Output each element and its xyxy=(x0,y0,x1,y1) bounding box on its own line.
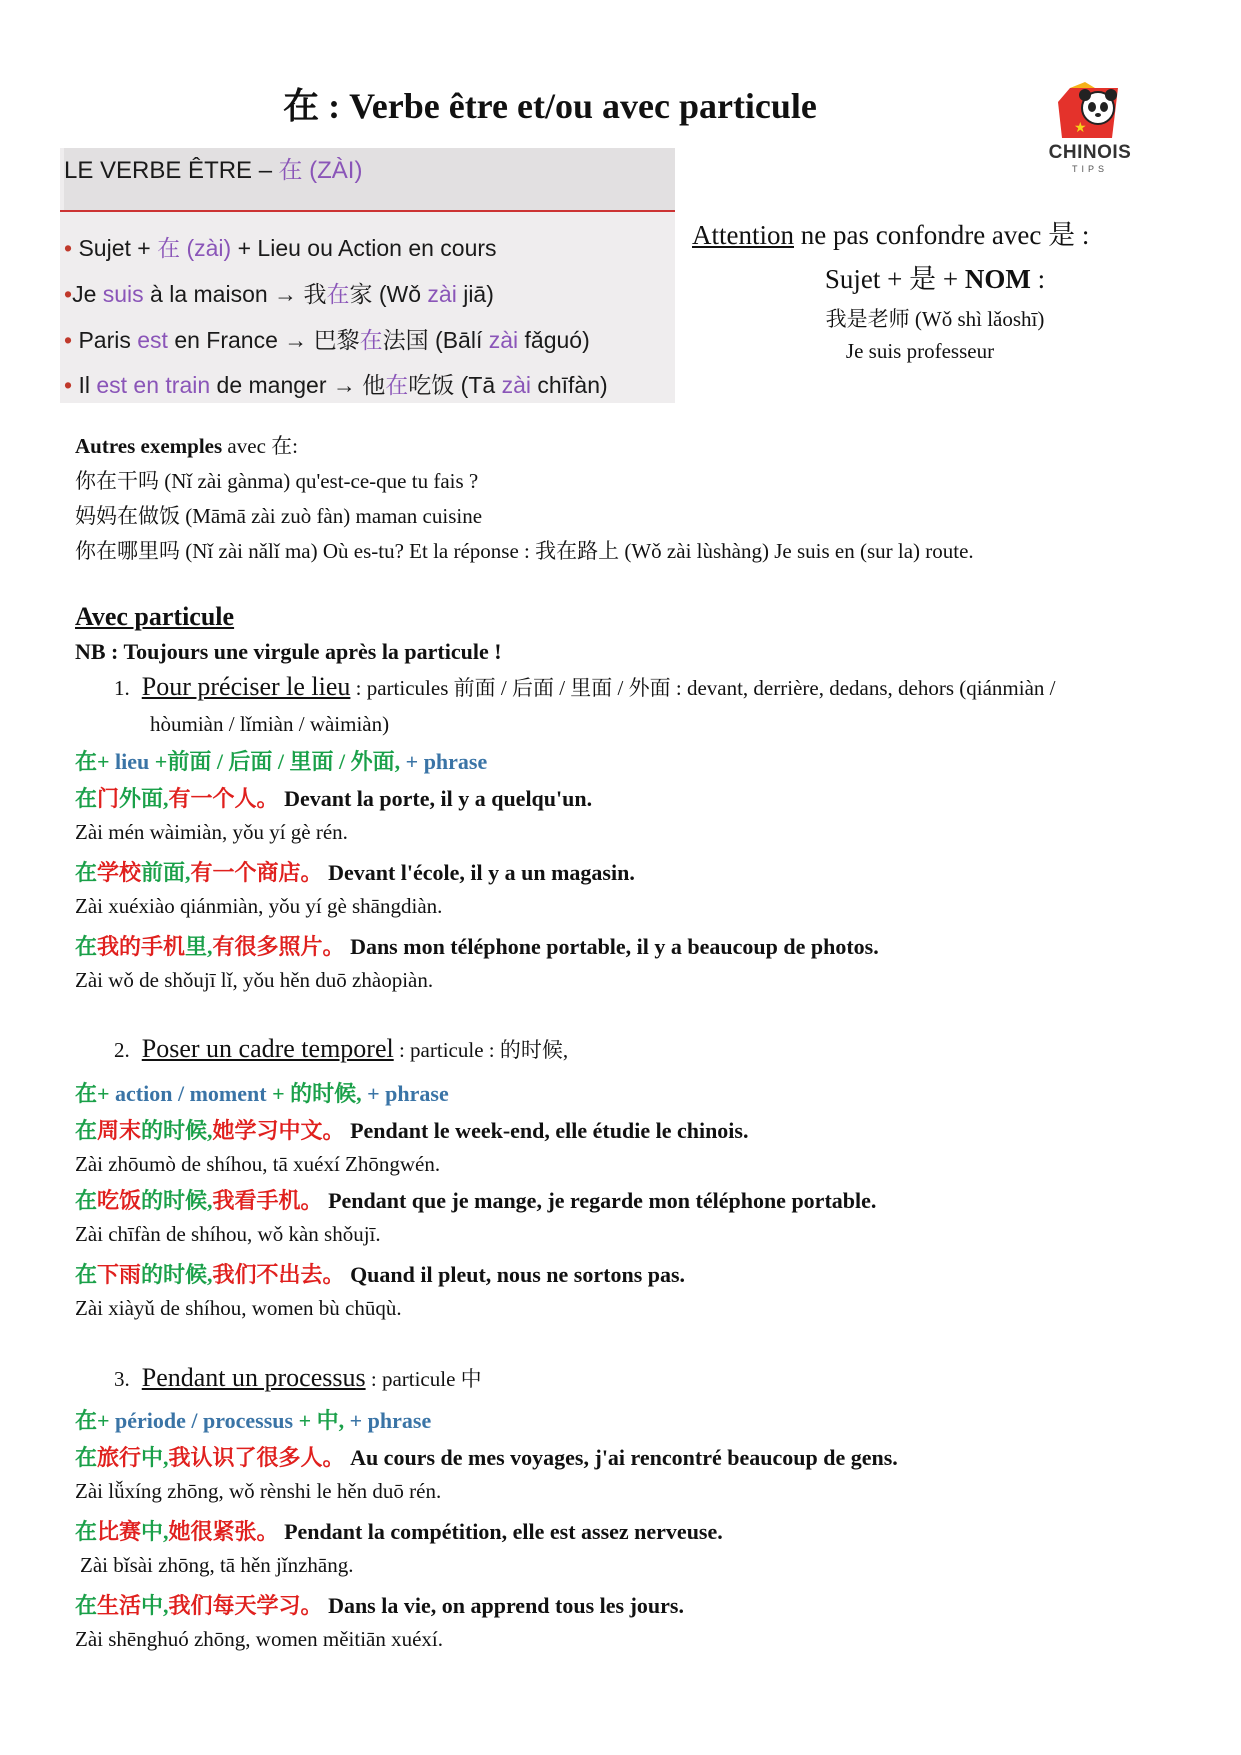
shi-example: 我是老师 (Wǒ shì lǎoshī) xyxy=(825,307,1045,331)
example-sentence xyxy=(75,782,592,813)
subsection-number: 3. xyxy=(114,1367,130,1391)
slide-text: Je xyxy=(72,281,97,307)
slide-text: en France → 巴黎 xyxy=(174,327,360,353)
formula-part: lieu xyxy=(115,749,150,774)
shi-formula xyxy=(700,257,1170,296)
other-examples-label xyxy=(75,430,298,460)
formula-1 xyxy=(75,745,487,776)
zh-red: 我的手机 xyxy=(97,934,186,959)
zh-green: 中, xyxy=(141,1445,169,1470)
formula-part: action / moment xyxy=(115,1081,267,1106)
slide-highlight: 在 xyxy=(359,327,383,353)
formula-part: +前面 / 后面 / 里面 / 外面, xyxy=(154,749,401,774)
formula-nom: NOM xyxy=(964,264,1031,294)
slide-highlight: zài xyxy=(501,372,531,398)
formula-part: + phrase xyxy=(367,1081,449,1106)
pinyin-line: Zài shēnghuó zhōng, women měitiān xuéxí. xyxy=(75,1627,444,1651)
svg-text:★: ★ xyxy=(1074,120,1087,136)
zh-red: 我们不出去。 xyxy=(212,1262,345,1287)
zh-green: 在 xyxy=(75,786,98,811)
slide-text: + Lieu ou Action en cours xyxy=(237,235,497,261)
formula-text: Sujet + 是 + xyxy=(824,264,959,294)
zh-green: 前面, xyxy=(141,860,191,885)
slide-line-1 xyxy=(64,230,497,263)
bullet-icon: • xyxy=(64,281,73,307)
example-sentence xyxy=(75,1114,748,1145)
attention-word: Attention xyxy=(692,220,794,250)
subsection-desc: : particule 中 xyxy=(370,1367,482,1391)
zh-green: 的时候, xyxy=(141,1262,213,1287)
zh-red: 比赛 xyxy=(97,1519,142,1544)
slide-highlight: est xyxy=(137,327,168,353)
zh-green: 在 xyxy=(75,1593,98,1618)
slide-highlight: 在 (zài) xyxy=(157,235,232,261)
chinois-tips-logo xyxy=(1040,80,1140,175)
section-title: Avec particule xyxy=(75,602,235,631)
example-sentence xyxy=(75,856,635,887)
slide-line-4 xyxy=(64,367,608,400)
zh-green: 在 xyxy=(75,1188,98,1213)
slide-text: 法国 (Bālí xyxy=(382,327,483,353)
pinyin-line: Zài lǚxíng zhōng, wǒ rènshi le hěn duō rén. xyxy=(75,1479,442,1503)
slide-text: 家 (Wǒ xyxy=(349,281,422,307)
pinyin-line: Zài wǒ de shǒujī lǐ, yǒu hěn duō zhàopiàn. xyxy=(75,968,434,992)
example-sentence xyxy=(75,1441,898,1472)
slide-highlight: 在 xyxy=(326,281,350,307)
formula-colon: : xyxy=(1037,264,1046,294)
formula-part: 在+ xyxy=(75,749,110,774)
slide-heading xyxy=(64,148,675,212)
example-sentence xyxy=(75,1258,685,1289)
zh-green: 中, xyxy=(141,1519,169,1544)
logo-wordmark: CHINOIS xyxy=(1048,142,1132,163)
formula-part: 在+ xyxy=(75,1081,110,1106)
zh-red: 旅行 xyxy=(97,1445,142,1470)
slide-text: Paris xyxy=(78,327,131,353)
slide-text: Sujet + xyxy=(78,235,151,261)
slide-text: à la maison → 我 xyxy=(150,281,327,307)
slide-text: de manger → 他 xyxy=(216,372,386,398)
subsection-label: Poser un cadre temporel xyxy=(141,1034,394,1063)
formula-part: + phrase xyxy=(349,1408,432,1433)
slide-highlight: est en train xyxy=(96,372,211,398)
zh-green: 的时候, xyxy=(141,1118,213,1143)
fr-translation: Devant l'école, il y a un magasin. xyxy=(328,860,635,885)
bullet-icon: • xyxy=(64,372,73,398)
fr-translation: Au cours de mes voyages, j'ai rencontré beaucoup de gens. xyxy=(350,1445,898,1470)
zh-red: 有一个商店。 xyxy=(190,860,323,885)
subsection-desc: : particule : 的时候, xyxy=(398,1038,569,1062)
pinyin-line: Zài bǐsài zhōng, tā hěn jǐnzhāng. xyxy=(80,1553,354,1577)
other-example-3: 你在哪里吗 (Nǐ zài nǎlǐ ma) Où es-tu? Et la réponse : 我在路上 (Wǒ zài lùshàng) Je suis en (sur la) route. xyxy=(75,539,974,563)
logo-subtitle: TIPS xyxy=(1071,164,1108,174)
formula-part: période / processus xyxy=(115,1408,294,1433)
formula-3 xyxy=(75,1404,431,1435)
subsection-2-heading xyxy=(114,1034,568,1064)
zh-red: 我们每天学习。 xyxy=(168,1593,323,1618)
pinyin-line: Zài mén wàimiàn, yǒu yí gè rén. xyxy=(75,820,348,844)
slide-highlight: 在 xyxy=(385,372,409,398)
pinyin-line: Zài xiàyǔ de shíhou, women bù chūqù. xyxy=(75,1296,402,1320)
zh-green: 在 xyxy=(75,1519,98,1544)
example-sentence xyxy=(75,1515,723,1546)
zh-green: 在 xyxy=(75,934,98,959)
zh-green: 中, xyxy=(141,1593,169,1618)
subsection-number: 2. xyxy=(114,1038,130,1062)
zh-red: 吃饭 xyxy=(97,1188,142,1213)
zh-red: 她学习中文。 xyxy=(212,1118,345,1143)
formula-part: + phrase xyxy=(405,749,488,774)
fr-translation: Quand il pleut, nous ne sortons pas. xyxy=(350,1262,686,1287)
shi-translation: Je suis professeur xyxy=(845,339,995,363)
other-example-2: 妈妈在做饭 (Māmā zài zuò fàn) maman cuisine xyxy=(75,504,483,528)
example-sentence xyxy=(75,1184,876,1215)
formula-2 xyxy=(75,1077,449,1108)
zh-red: 有一个人。 xyxy=(168,786,279,811)
slide-highlight: zài xyxy=(427,281,457,307)
slide-divider xyxy=(60,210,675,212)
zh-green: 在 xyxy=(75,1445,98,1470)
subsection-desc: : particules 前面 / 后面 / 里面 / 外面 : devant, derrière, dedans, dehors (qiánmiàn / xyxy=(355,676,1056,700)
zh-green: 的时候, xyxy=(141,1188,213,1213)
zh-red: 有很多照片。 xyxy=(212,934,345,959)
fr-translation: Dans mon téléphone portable, il y a beaucoup de photos. xyxy=(350,934,879,959)
zh-green: 在 xyxy=(75,1262,98,1287)
formula-part: + 的时候, xyxy=(272,1081,362,1106)
formula-part: + 中, xyxy=(298,1408,345,1433)
pinyin-line: Zài zhōumò de shíhou, tā xuéxí Zhōngwén. xyxy=(75,1152,441,1176)
zh-green: 外面, xyxy=(119,786,169,811)
fr-translation: Devant la porte, il y a quelqu'un. xyxy=(284,786,593,811)
zh-red: 她很紧张。 xyxy=(168,1519,279,1544)
verb-etre-slide xyxy=(60,148,675,403)
formula-part: 在+ xyxy=(75,1408,110,1433)
nb-note: NB : Toujours une virgule après la particule ! xyxy=(75,639,502,664)
slide-heading-prefix: LE VERBE ÊTRE – xyxy=(64,157,273,184)
label-bold: Autres exemples xyxy=(75,434,223,458)
subsection-3-heading xyxy=(114,1363,482,1393)
subsection-label: Pour préciser le lieu xyxy=(141,672,351,701)
attention-text: ne pas confondre avec 是 : xyxy=(800,220,1090,250)
pinyin-line: Zài xuéxiào qiánmiàn, yǒu yí gè shāngdiàn. xyxy=(75,894,443,918)
slide-highlight: zài xyxy=(488,327,519,353)
zh-red: 学校 xyxy=(97,860,142,885)
zh-red: 我看手机。 xyxy=(212,1188,323,1213)
slide-text: jiā) xyxy=(463,281,494,307)
zh-red: 周末 xyxy=(97,1118,142,1143)
slide-highlight: suis xyxy=(102,281,144,307)
fr-translation: Pendant que je mange, je regarde mon téléphone portable. xyxy=(328,1188,877,1213)
subsection-label: Pendant un processus xyxy=(141,1363,366,1392)
zh-green: 里, xyxy=(185,934,213,959)
slide-text: fǎguó) xyxy=(524,327,590,353)
fr-translation: Dans la vie, on apprend tous les jours. xyxy=(328,1593,684,1618)
label-rest: avec 在: xyxy=(227,434,298,458)
slide-heading-hanzi: 在 (ZÀI) xyxy=(278,157,363,184)
slide-text: chīfàn) xyxy=(537,372,608,398)
zh-green: 在 xyxy=(75,860,98,885)
zh-red: 门 xyxy=(97,786,120,811)
example-sentence xyxy=(75,930,879,961)
bullet-icon: • xyxy=(64,327,73,353)
slide-line-2 xyxy=(64,276,494,309)
zh-green: 在 xyxy=(75,1118,98,1143)
slide-text: Il xyxy=(78,372,90,398)
example-sentence xyxy=(75,1589,684,1620)
panda-flag-icon xyxy=(1040,80,1140,145)
subsection-1-desc-cont: hòumiàn / lǐmiàn / wàimiàn) xyxy=(150,712,390,736)
slide-text: 吃饭 (Tā xyxy=(408,372,496,398)
zh-red: 下雨 xyxy=(97,1262,142,1287)
fr-translation: Pendant la compétition, elle est assez nerveuse. xyxy=(284,1519,723,1544)
slide-line-3 xyxy=(64,322,590,355)
fr-translation: Pendant le week-end, elle étudie le chinois. xyxy=(350,1118,749,1143)
zh-red: 我认识了很多人。 xyxy=(168,1445,345,1470)
pinyin-line: Zài chīfàn de shíhou, wǒ kàn shǒujī. xyxy=(75,1222,381,1246)
bullet-icon: • xyxy=(64,235,73,261)
subsection-number: 1. xyxy=(114,676,130,700)
attention-note xyxy=(692,213,1089,252)
zh-red: 生活 xyxy=(97,1593,142,1618)
subsection-1-heading xyxy=(114,672,1056,702)
other-example-1: 你在干吗 (Nǐ zài gànma) qu'est-ce-que tu fais ? xyxy=(75,469,479,493)
page-title: 在 : Verbe être et/ou avec particule xyxy=(283,86,817,126)
